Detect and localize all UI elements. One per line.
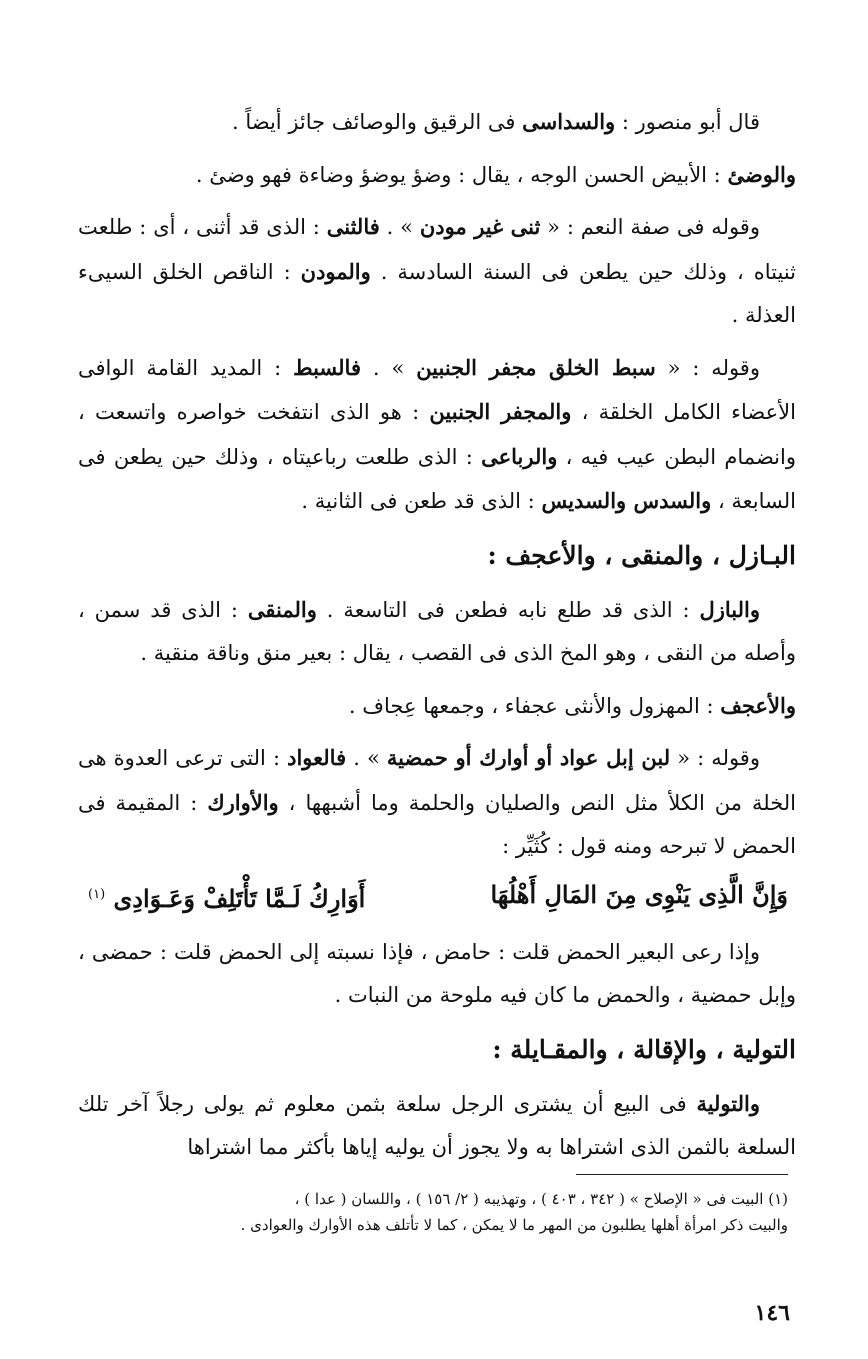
term: والمجفر الجنبين <box>429 399 572 424</box>
term: والوضئ <box>727 161 796 187</box>
term: والمودن <box>300 258 371 284</box>
term: والرباعى <box>481 443 558 469</box>
text-run: : هو الذى انتفخت خواصره واتسعت ، وانضمام البطن عيب فيه ، <box>78 400 796 469</box>
text-run: » . <box>360 355 417 380</box>
text-run: : الذى طلعت رباعيتاه ، وذلك حين يطعن فى السابعة ، <box>78 444 796 513</box>
text-run: : المقيمة فى الحمض لا تبرحه ومنه قول : كُثَيِّر : <box>78 790 796 858</box>
term: والمنقى <box>247 596 317 622</box>
text-run: : الأبيض الحسن الوجه ، يقال : وضؤ يوضؤ وضاءة فهو وضئ . <box>195 162 728 187</box>
text-run: : الذى قد طلع نابه فطعن فى التاسعة . <box>316 597 700 622</box>
section-tawliya <box>78 1082 796 1170</box>
text-run: قال أبو منصور : <box>615 110 760 134</box>
paragraph-p4 <box>78 346 796 524</box>
paragraph-p5 <box>78 588 796 676</box>
term: لبن إبل عواد أو أوارك أو حمضية <box>386 745 671 770</box>
term: والأعجف <box>720 692 796 718</box>
verse-hemistich-second <box>88 873 365 921</box>
term: والسدس والسديس <box>541 488 712 513</box>
text-run: : الذى قد أثنى ، أى : طلعت ثنيتاه ، وذلك حين يطعن فى السنة السادسة . <box>78 215 796 284</box>
body-text <box>78 100 796 1178</box>
footnote <box>80 1186 788 1238</box>
text-run: فى البيع أن يشترى الرجل سلعة بثمن معلوم ثم يولى رجلاً آخر تلك السلعة بالثمن الذى اشتراها به ولا يجوز أن يوليه إياها بأكثر مما اشتراها <box>78 1091 796 1159</box>
paragraph-p2 <box>78 153 796 198</box>
section-intro <box>78 100 796 524</box>
footnote-line: والبيت ذكر امرأة أهلها يطلبون من المهر ما لا يمكن ، كما لا تأتلف هذه الأوارك والعوادى . <box>240 1216 788 1234</box>
page-number: ١٤٦ <box>754 1300 790 1326</box>
footnote-marker: (١) <box>88 886 106 902</box>
term: والسداسى <box>522 109 616 134</box>
footnote-divider <box>576 1174 788 1175</box>
term: والأوارك <box>207 789 279 815</box>
paragraph-p8 <box>78 931 796 1018</box>
poetry-verse <box>78 873 796 921</box>
term: والتولية <box>696 1090 760 1116</box>
text-run: وقوله : « <box>670 746 760 770</box>
section-hamd <box>78 931 796 1018</box>
term: فالعواد <box>287 745 347 770</box>
term: ثنى غير مودن <box>419 214 541 239</box>
text-run: : الذى قد طعن فى الثانية . <box>301 489 542 513</box>
paragraph-p7 <box>78 736 796 869</box>
text-run: : الذى قد سمن ، وأصله من النقى ، وهو المخ الذى فى القصب ، يقال : بعير منق وناقة منقية . <box>78 597 796 665</box>
text-run: : المهزول والأنثى عجفاء ، وجمعها عِجاف . <box>348 693 721 718</box>
paragraph-p9 <box>78 1082 796 1170</box>
text-run: » . <box>379 215 420 239</box>
verse-hemistich-second-text: أَوَارِكُ لَـمَّا تَأْتَلِفْ وَعَـوَادِى <box>113 883 366 913</box>
term: فالسبط <box>293 354 361 380</box>
paragraph-p3 <box>78 205 796 338</box>
section-heading-tawliya: التولية ، والإقالة ، والمقـايلة : <box>492 1034 796 1064</box>
text-run: وقوله فى صفة النعم : « <box>540 215 760 239</box>
text-run: وقوله : « <box>655 355 760 380</box>
text-run: » . <box>346 746 387 770</box>
text-run: فى الرقيق والوصائف جائز أيضاً . <box>232 110 523 134</box>
text-run: : التى ترعى العدوة هى الخلة من الكلأ مثل النص والصليان والحلمة وما أشبهها ، <box>78 746 796 815</box>
term: فالثنى <box>326 214 380 239</box>
section-bazil <box>78 588 796 869</box>
text-run: : المديد القامة الوافى الأعضاء الكامل الخلقة ، <box>78 355 796 424</box>
paragraph-p6 <box>78 684 796 729</box>
term: والبازل <box>699 596 760 622</box>
term: سبط الخلق مجفر الجنبين <box>416 354 656 380</box>
verse-hemistich-first: وَإِنَّ الَّذِى يَنْوِى مِنَ المَالِ أَهْلُهَا <box>490 879 788 909</box>
section-heading-bazil: البـازل ، والمنقى ، والأعجف : <box>487 540 796 570</box>
paragraph-p1 <box>78 100 796 145</box>
text-run: وإذا رعى البعير الحمض قلت : حامض ، فإذا نسبته إلى الحمض قلت : حمضى ، وإبل حمضية ، والحمض ما كان فيه ملوحة من النبات . <box>78 939 796 1007</box>
text-run: : الناقص الخلق السيىء العذلة . <box>78 259 796 327</box>
footnote-line: (١) البيت فى « الإصلاح » ( ٣٤٢ ، ٤٠٣ ) ، وتهذيبه ( ٢/ ١٥٦ ) ، واللسان ( عدا ) ، <box>294 1190 788 1208</box>
